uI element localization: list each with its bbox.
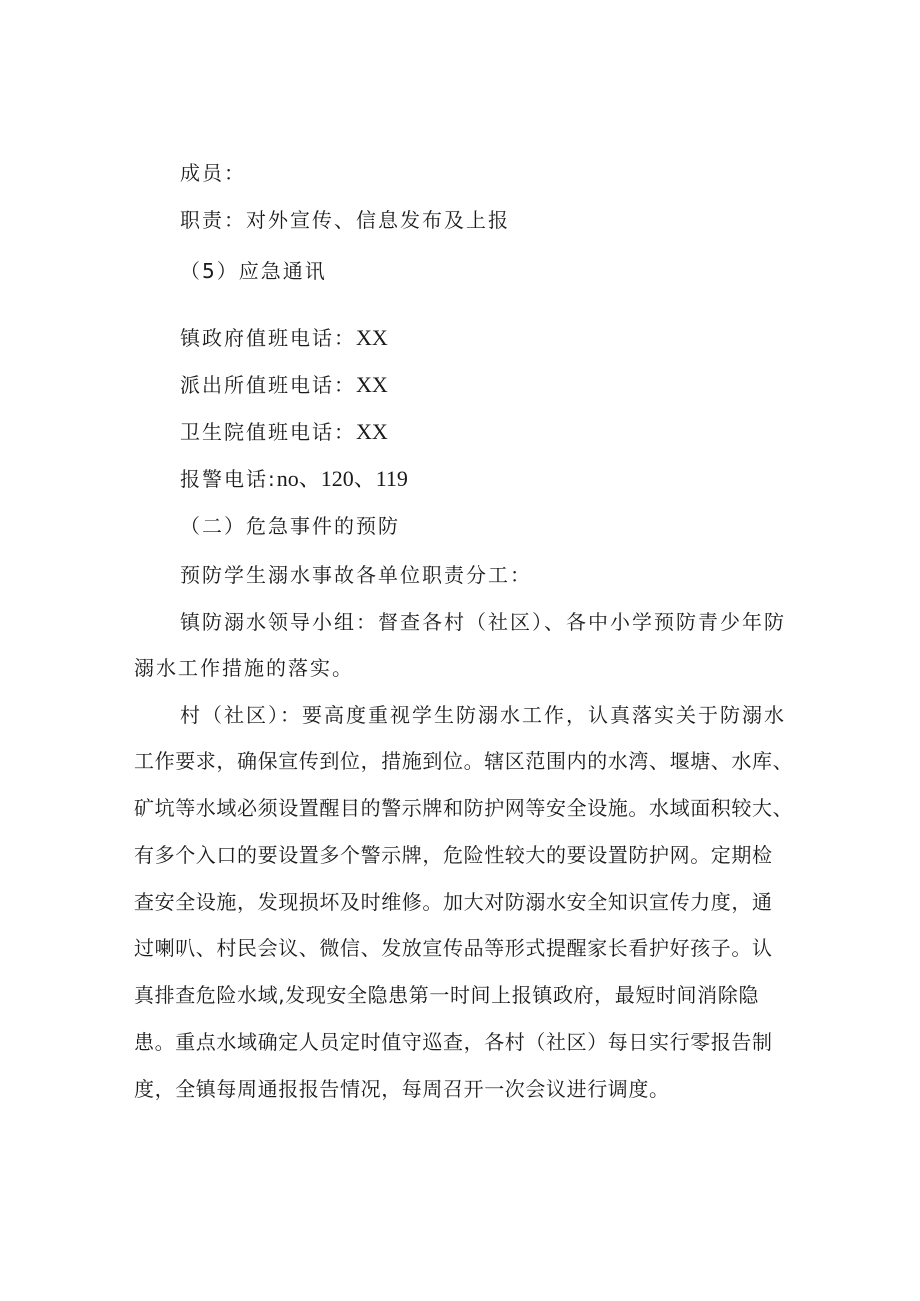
phone-alarm-value: no、120、119: [276, 466, 408, 491]
village-line-2: 工作要求，确保宣传到位，措施到位。辖区范围内的水湾、堰塘、水库、: [134, 749, 794, 773]
village-line-7: 真排查危险水域,发现安全隐患第一时间上报镇政府，最短时间消除隐: [134, 983, 759, 1007]
phone-police-value: XX: [356, 372, 388, 397]
village-line-4: 有多个入口的要设置多个警示牌，危险性较大的要设置防护网。定期检: [134, 843, 773, 867]
members-line: 成员：: [180, 161, 246, 185]
village-line-9: 度，全镇每周通报报告情况，每周召开一次会议进行调度。: [134, 1077, 670, 1101]
phone-clinic-line: [180, 419, 388, 445]
village-line-6: 过喇叭、村民会议、微信、发放宣传品等形式提醒家长看护好孩子。认: [134, 936, 773, 960]
duty-line: 职责：对外宣传、信息发布及上报: [180, 208, 510, 232]
village-line-5: 查安全设施，发现损坏及时维修。加大对防溺水安全知识宣传力度，通: [134, 890, 773, 914]
phone-police-label: 派出所值班电话：: [180, 373, 356, 397]
phone-alarm-line: [180, 466, 408, 492]
village-line-3: 矿坑等水域必须设置醒目的警示牌和防护网等安全设施。水域面积较大、: [134, 796, 794, 820]
phone-town-value: XX: [356, 325, 388, 350]
phone-police-line: [180, 372, 388, 398]
phone-clinic-label: 卫生院值班电话：: [180, 420, 356, 444]
section-2-heading: （二）危急事件的预防: [180, 514, 400, 538]
phone-alarm-label: 报警电话:: [180, 467, 277, 491]
section-5-heading: （5）应急通讯: [180, 259, 327, 283]
village-line-1: 村（社区）：要高度重视学生防溺水工作，认真落实关于防溺水: [180, 703, 786, 727]
phone-town-label: 镇政府值班电话：: [180, 326, 356, 350]
phone-clinic-value: XX: [356, 419, 388, 444]
leader-group-line-1: 镇防溺水领导小组：督查各村（社区）、各中小学预防青少年防: [180, 610, 786, 634]
prevention-title: 预防学生溺水事故各单位职责分工：: [180, 563, 532, 587]
leader-group-line-2: 溺水工作措施的落实。: [134, 656, 354, 680]
phone-town-line: [180, 325, 388, 351]
village-line-8: 患。重点水域确定人员定时值守巡查，各村（社区）每日实行零报告制: [134, 1030, 773, 1054]
